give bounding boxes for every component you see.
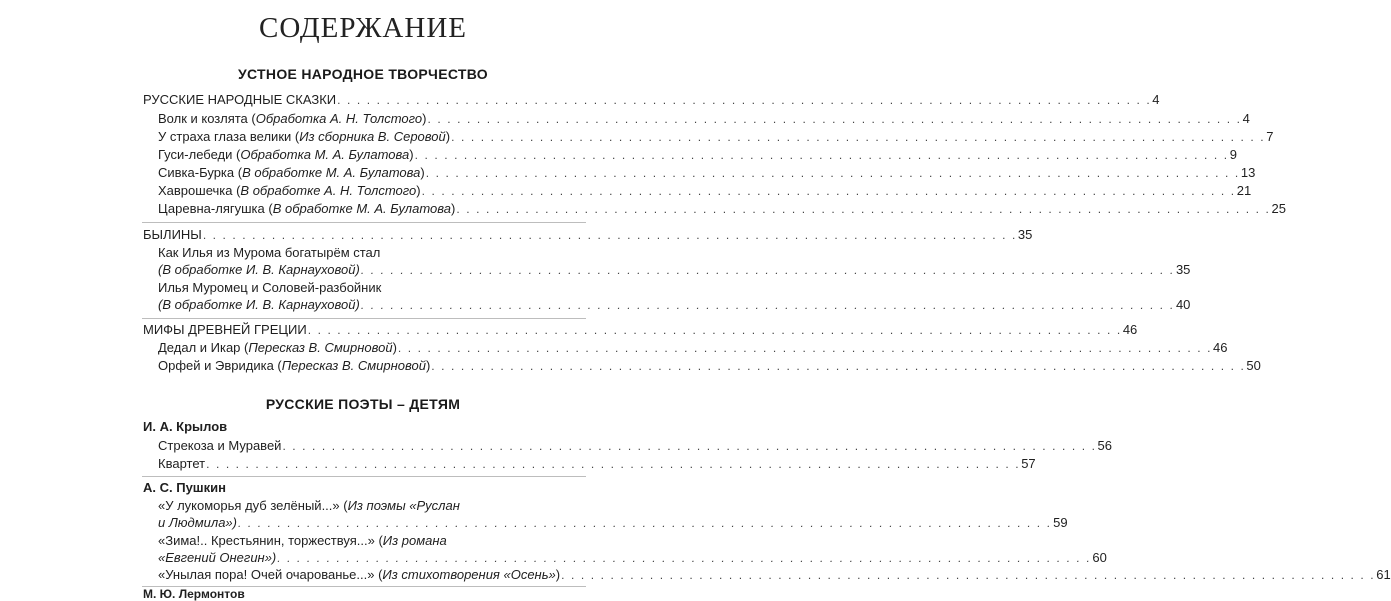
dot-leader: . . . . . . . . . . . . . . . . . . . . . . . . . . . . . . . . . . . . . . . . . . . . . . . . . . . . . . . . . . . . . . . . . . . . . . . . . . . . . . . . . . . — [456, 202, 1271, 216]
part-heading-russian-poets: РУССКИЕ ПОЭТЫ – ДЕТЯМ — [265, 396, 461, 412]
toc-entry[interactable] — [158, 164, 1256, 182]
toc-entry[interactable] — [158, 182, 1252, 200]
toc-entry[interactable] — [158, 566, 1391, 584]
page-number: 7 — [1266, 129, 1274, 144]
toc-entry-title: Сивка-Бурка (В обработке М. А. Булатова) — [158, 165, 425, 180]
page-title: СОДЕРЖАНИЕ — [259, 12, 467, 44]
toc-entry[interactable] — [158, 128, 1274, 146]
dot-leader: . . . . . . . . . . . . . . . . . . . . . . . . . . . . . . . . . . . . . . . . . . . . . . . . . . . . . . . . . . . . . . . . . . . . . . . . . . . . . . . . . . . — [561, 568, 1376, 582]
toc-entry-title: Орфей и Эвридика (Пересказ В. Смирновой) — [158, 358, 431, 373]
dot-leader: . . . . . . . . . . . . . . . . . . . . . . . . . . . . . . . . . . . . . . . . . . . . . . . . . . . . . . . . . . . . . . . . . . . . . . . . . . . . . . . . . . . — [337, 93, 1152, 107]
dot-leader: . . . . . . . . . . . . . . . . . . . . . . . . . . . . . . . . . . . . . . . . . . . . . . . . . . . . . . . . . . . . . . . . . . . . . . . . . . . . . . . . . . . — [360, 263, 1175, 277]
toc-entry-title: Царевна-лягушка (В обработке М. А. Булатова) — [158, 201, 456, 216]
page-number: 61 — [1376, 567, 1391, 582]
dot-leader: . . . . . . . . . . . . . . . . . . . . . . . . . . . . . . . . . . . . . . . . . . . . . . . . . . . . . . . . . . . . . . . . . . . . . . . . . . . . . . . . . . . — [237, 516, 1053, 530]
page-number: 46 — [1213, 340, 1228, 355]
toc-entry-title: Гуси-лебеди (Обработка М. А. Булатова) — [158, 147, 414, 162]
toc-entry-title: «У лукоморья дуб зелёный...» (Из поэмы «Руслан — [158, 498, 460, 513]
dot-leader: . . . . . . . . . . . . . . . . . . . . . . . . . . . . . . . . . . . . . . . . . . . . . . . . . . . . . . . . . . . . . . . . . . . . . . . . . . . . . . . . . . . — [307, 323, 1122, 337]
page-number: 46 — [1122, 322, 1138, 337]
page-number: 9 — [1229, 147, 1237, 162]
toc-entry-title: Хаврошечка (В обработке А. Н. Толстого) — [158, 183, 421, 198]
toc-section-title: МИФЫ ДРЕВНЕЙ ГРЕЦИИ — [143, 322, 307, 337]
toc-entry-title: У страха глаза велики (Из сборника В. Серовой) — [158, 129, 451, 144]
dot-leader: . . . . . . . . . . . . . . . . . . . . . . . . . . . . . . . . . . . . . . . . . . . . . . . . . . . . . . . . . . . . . . . . . . . . . . . . . . . . . . . . . . . — [206, 457, 1021, 471]
page-number: 21 — [1236, 183, 1252, 198]
toc-entry[interactable] — [158, 244, 581, 262]
page-number: 35 — [1175, 262, 1191, 277]
page-number: 35 — [1017, 227, 1033, 242]
toc-entry-continuation[interactable] — [158, 549, 1107, 567]
dot-leader: . . . . . . . . . . . . . . . . . . . . . . . . . . . . . . . . . . . . . . . . . . . . . . . . . . . . . . . . . . . . . . . . . . . . . . . . . . . . . . . . . . . — [360, 298, 1175, 312]
toc-entry-title: Как Илья из Мурома богатырём стал — [158, 245, 381, 260]
toc-entry-title: «Унылая пора! Очей очарованье...» (Из стихотворения «Осень») — [158, 567, 561, 582]
toc-entry[interactable] — [158, 146, 1237, 164]
dot-leader: . . . . . . . . . . . . . . . . . . . . . . . . . . . . . . . . . . . . . . . . . . . . . . . . . . . . . . . . . . . . . . . . . . . . . . . . . . . . . . . . . . . — [431, 359, 1246, 373]
author-pushkin: А. С. Пушкин — [143, 480, 226, 495]
dot-leader: . . . . . . . . . . . . . . . . . . . . . . . . . . . . . . . . . . . . . . . . . . . . . . . . . . . . . . . . . . . . . . . . . . . . . . . . . . . . . . . . . . . — [397, 341, 1213, 355]
page-number: 4 — [1242, 111, 1250, 126]
toc-entry[interactable] — [158, 279, 581, 297]
dot-leader: . . . . . . . . . . . . . . . . . . . . . . . . . . . . . . . . . . . . . . . . . . . . . . . . . . . . . . . . . . . . . . . . . . . . . . . . . . . . . . . . . . . — [414, 148, 1229, 162]
toc-entry-title: «Зима!.. Крестьянин, торжествуя...» (Из романа — [158, 533, 447, 548]
toc-section-title: БЫЛИНЫ — [143, 227, 202, 242]
toc-section-byliny[interactable] — [143, 226, 1033, 244]
dot-leader: . . . . . . . . . . . . . . . . . . . . . . . . . . . . . . . . . . . . . . . . . . . . . . . . . . . . . . . . . . . . . . . . . . . . . . . . . . . . . . . . . . . — [421, 184, 1236, 198]
divider — [142, 222, 586, 223]
page-number: 4 — [1152, 92, 1160, 107]
page-number: 40 — [1175, 297, 1191, 312]
author-krylov: И. А. Крылов — [143, 419, 228, 434]
page-number: 50 — [1246, 358, 1261, 373]
page-number: 13 — [1240, 165, 1256, 180]
toc-section-title: РУССКИЕ НАРОДНЫЕ СКАЗКИ — [143, 92, 337, 107]
toc-entry[interactable] — [158, 497, 581, 515]
toc-entry[interactable] — [158, 339, 1228, 357]
toc-entry[interactable] — [158, 437, 1113, 455]
toc-entry-note: «Евгений Онегин») — [158, 550, 277, 565]
toc-entry-title: Дедал и Икар (Пересказ В. Смирновой) — [158, 340, 397, 355]
toc-entry-note: и Людмила») — [158, 515, 237, 530]
dot-leader: . . . . . . . . . . . . . . . . . . . . . . . . . . . . . . . . . . . . . . . . . . . . . . . . . . . . . . . . . . . . . . . . . . . . . . . . . . . . . . . . . . . — [427, 112, 1242, 126]
toc-entry[interactable] — [158, 110, 1250, 128]
part-heading-oral-folk-art: УСТНОЕ НАРОДНОЕ ТВОРЧЕСТВО — [237, 66, 488, 82]
toc-entry-note: (В обработке И. В. Карнауховой) — [158, 262, 360, 277]
page-number: 56 — [1097, 438, 1113, 453]
dot-leader: . . . . . . . . . . . . . . . . . . . . . . . . . . . . . . . . . . . . . . . . . . . . . . . . . . . . . . . . . . . . . . . . . . . . . . . . . . . . . . . . . . . — [277, 551, 1092, 565]
toc-section-greek-myths[interactable] — [143, 321, 1138, 339]
divider — [142, 476, 586, 477]
dot-leader: . . . . . . . . . . . . . . . . . . . . . . . . . . . . . . . . . . . . . . . . . . . . . . . . . . . . . . . . . . . . . . . . . . . . . . . . . . . . . . . . . . . — [202, 228, 1017, 242]
toc-entry-note: (В обработке И. В. Карнауховой) — [158, 297, 360, 312]
toc-entry-title: Волк и козлята (Обработка А. Н. Толстого) — [158, 111, 427, 126]
toc-entry[interactable] — [158, 532, 581, 550]
page-number: 59 — [1053, 515, 1068, 530]
page-number: 60 — [1092, 550, 1107, 565]
toc-entry-continuation[interactable] — [158, 261, 1191, 279]
toc-entry-continuation[interactable] — [158, 514, 1068, 532]
toc-entry[interactable] — [158, 200, 1286, 218]
page-number: 57 — [1021, 456, 1036, 471]
toc-entry-title: Илья Муромец и Соловей-разбойник — [158, 280, 382, 295]
toc-entry[interactable] — [158, 455, 1036, 473]
toc-entry-title: Стрекоза и Муравей — [158, 438, 282, 453]
dot-leader: . . . . . . . . . . . . . . . . . . . . . . . . . . . . . . . . . . . . . . . . . . . . . . . . . . . . . . . . . . . . . . . . . . . . . . . . . . . . . . . . . . . — [425, 166, 1240, 180]
toc-section-russian-folk-tales[interactable] — [143, 91, 1160, 109]
toc-entry-continuation[interactable] — [158, 296, 1191, 314]
author-lermontov: М. Ю. Лермонтов — [143, 587, 245, 601]
toc-entry-title: Квартет — [158, 456, 206, 471]
dot-leader: . . . . . . . . . . . . . . . . . . . . . . . . . . . . . . . . . . . . . . . . . . . . . . . . . . . . . . . . . . . . . . . . . . . . . . . . . . . . . . . . . . . — [451, 130, 1266, 144]
toc-entry[interactable] — [158, 357, 1261, 375]
page-number: 25 — [1271, 201, 1286, 216]
dot-leader: . . . . . . . . . . . . . . . . . . . . . . . . . . . . . . . . . . . . . . . . . . . . . . . . . . . . . . . . . . . . . . . . . . . . . . . . . . . . . . . . . . . — [282, 439, 1097, 453]
divider — [142, 318, 586, 319]
